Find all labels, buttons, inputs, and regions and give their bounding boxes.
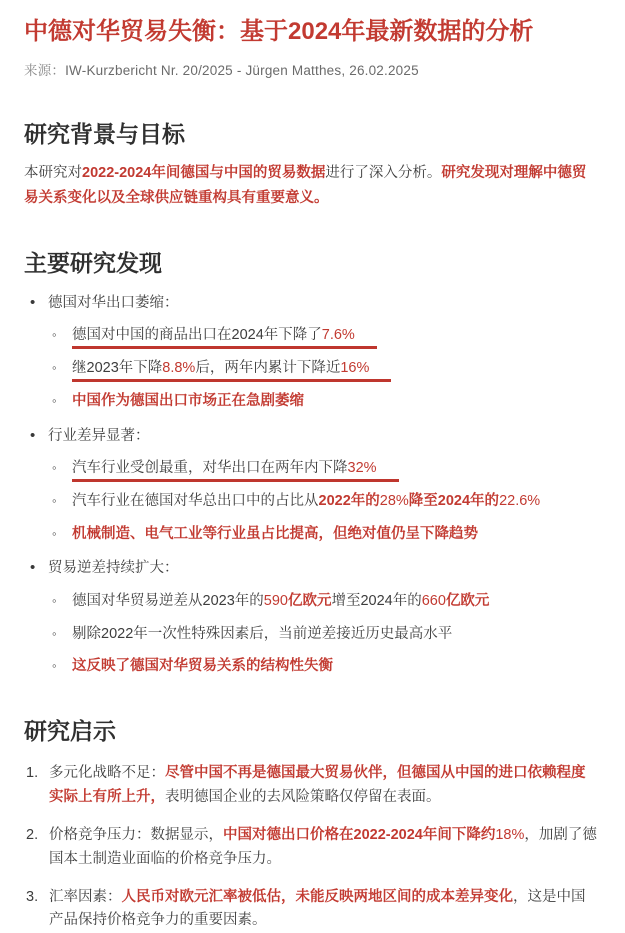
text-segment: 2022年的: [318, 492, 380, 509]
text-segment: 22.6%: [499, 492, 541, 509]
red-underline-annotation: [72, 327, 377, 349]
red-underline-annotation: [72, 460, 399, 482]
text-segment: 剔除2022年一次性特殊因素后，当前逆差接近历史最高水平: [72, 625, 453, 642]
finding-subitem: [48, 591, 599, 613]
text-segment: 8.8%: [162, 360, 196, 377]
finding-item: [24, 292, 599, 413]
text-segment: 660: [421, 592, 446, 609]
text-segment: 德国对华出口萎缩：: [48, 294, 179, 311]
text-segment: 亿欧元: [287, 592, 332, 609]
section-heading-implications: 研究启示: [24, 718, 116, 745]
section-implications: [24, 713, 599, 933]
finding-subitem: [48, 491, 599, 513]
text-segment: 7.6%: [321, 327, 355, 344]
source-label: 来源：: [24, 63, 66, 79]
red-underline-annotation: [72, 360, 391, 382]
page-title: 中德对华贸易失衡：基于2024年最新数据的分析: [24, 18, 534, 45]
finding-item: [24, 425, 599, 546]
finding-subitem: [48, 524, 599, 546]
text-segment: 继2023年下降: [72, 360, 163, 377]
text-segment: 中国作为德国出口市场正在急剧萎缩: [72, 392, 304, 409]
finding-subitem: [48, 391, 599, 413]
finding-item: [24, 557, 599, 678]
text-segment: 16%: [340, 360, 370, 377]
implication-item: [24, 886, 599, 933]
text-segment: 增至2024年的: [331, 592, 422, 609]
finding-subitem: [48, 358, 599, 380]
text-segment: 研究发现对理解中德贸易关系变化以及全球供应链重构具有重要意义。: [24, 165, 587, 206]
source-line: [24, 59, 599, 79]
background-paragraph: [24, 161, 599, 210]
text-segment: ，这是中国产品保持价格竞争力的重要因素。: [49, 889, 586, 929]
text-segment: 机械制造、电气工业等行业虽占比提高，但绝对值仍呈下降趋势: [72, 525, 478, 542]
section-background: [24, 116, 599, 210]
section-heading-background: 研究背景与目标: [24, 121, 185, 148]
finding-sublist: [48, 458, 599, 545]
text-segment: 进行了深入分析。: [325, 165, 442, 182]
implications-list: [24, 762, 599, 933]
finding-subitem: [48, 458, 599, 480]
text-segment: 32%: [347, 460, 377, 477]
section-heading-findings: 主要研究发现: [24, 249, 162, 276]
finding-subitem: [48, 624, 599, 646]
text-segment: 590: [263, 592, 288, 609]
text-segment: 中国对德出口价格在2022-2024年间下降约: [223, 827, 496, 844]
text-segment: 德国对中国的商品出口在2024年下降了: [72, 327, 322, 344]
implication-item: [24, 824, 599, 871]
text-segment: 价格竞争压力：数据显示，: [49, 827, 223, 844]
text-segment: 降至: [408, 492, 438, 509]
implication-item: [24, 762, 599, 809]
text-segment: 这反映了德国对华贸易关系的结构性失衡: [72, 658, 333, 675]
finding-sublist: [48, 591, 599, 678]
finding-subitem: [48, 325, 599, 347]
text-segment: 18%: [495, 827, 525, 844]
text-segment: 尽管中国不再是德国最大贸易伙伴，但德国从中国的进口依赖程度实际上有所上升，: [49, 765, 586, 805]
text-segment: 后，两年内累计下降近: [195, 360, 341, 377]
text-segment: ，加剧了德国本土制造业面临的价格竞争压力。: [49, 827, 597, 867]
findings-list: [24, 292, 599, 678]
finding-subitem: [48, 656, 599, 678]
text-segment: 人民币对欧元汇率被低估，未能反映两地区间的成本差异变化: [121, 889, 513, 905]
text-segment: 2022-2024年间德国与中国的贸易数据: [82, 165, 326, 182]
text-segment: 德国对华贸易逆差从2023年的: [72, 592, 264, 609]
text-segment: 汽车行业在德国对华总出口中的占比从: [72, 492, 319, 509]
text-segment: 贸易逆差持续扩大：: [48, 560, 179, 577]
source-value: IW-Kurzbericht Nr. 20/2025 - Jürgen Matthes, 26.02.2025: [65, 63, 419, 79]
text-segment: 表明德国企业的去风险策略仅停留在表面。: [165, 788, 441, 805]
text-segment: 汽车行业受创最重，对华出口在两年内下降: [72, 460, 348, 477]
section-findings: [24, 245, 599, 678]
text-segment: 28%: [379, 492, 409, 509]
finding-sublist: [48, 325, 599, 412]
text-segment: 多元化战略不足：: [49, 765, 165, 782]
text-segment: 2024年的: [437, 492, 500, 509]
text-segment: 行业差异显著：: [48, 427, 150, 444]
text-segment: 汇率因素：: [49, 889, 122, 905]
text-segment: 亿欧元: [445, 592, 490, 609]
text-segment: 本研究对: [24, 165, 82, 182]
article: [24, 16, 599, 933]
